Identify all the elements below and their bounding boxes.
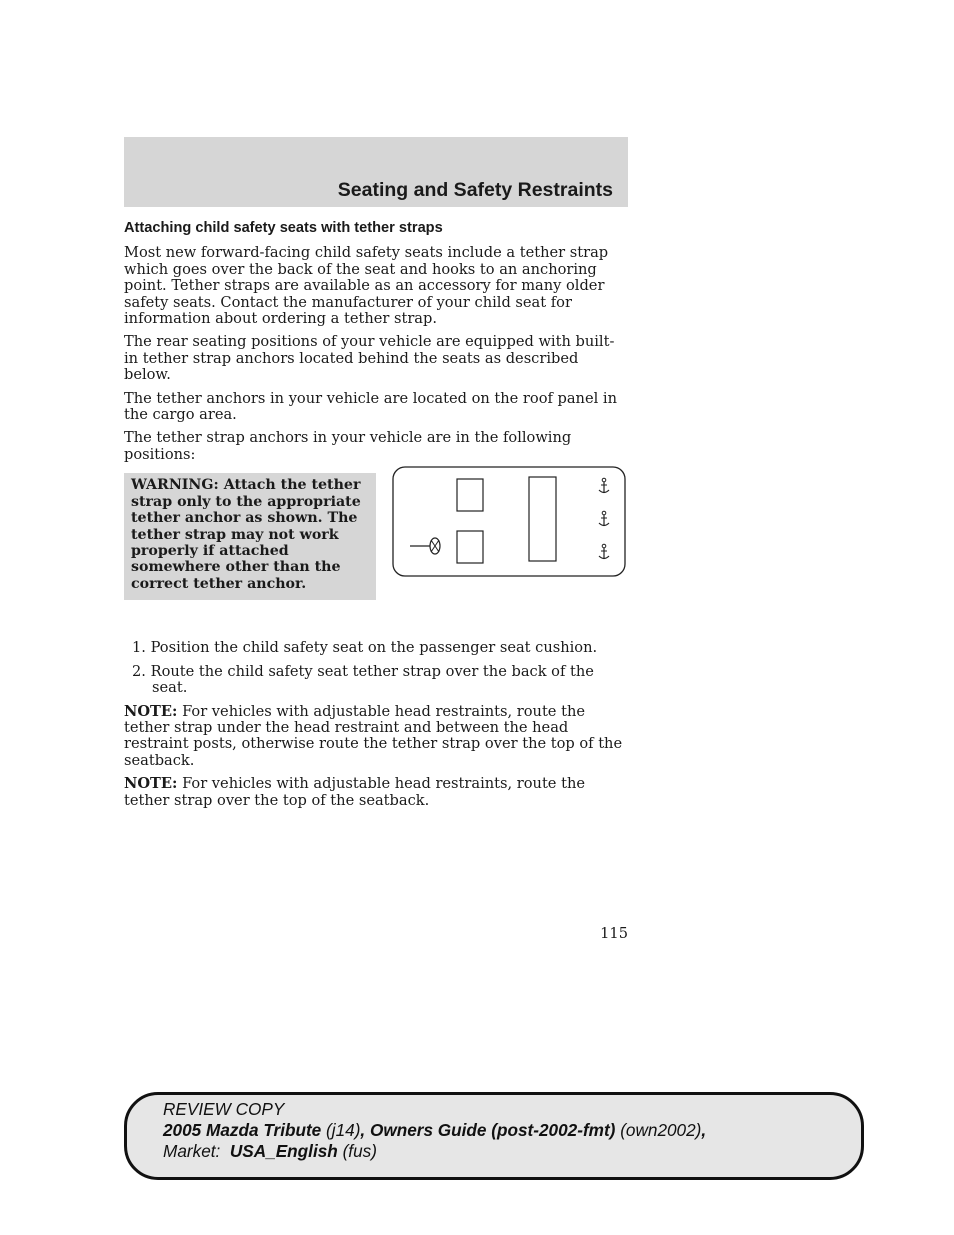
warning-box: WARNING: Attach the tether strap only to the appropriate tether anchor as shown. The tether strap may not work properly if attached somewhere other than the correct tether anchor. bbox=[124, 473, 376, 600]
page-content bbox=[124, 220, 628, 816]
warning-and-diagram bbox=[124, 473, 628, 603]
note-label: NOTE: bbox=[124, 775, 178, 793]
list-item bbox=[124, 664, 628, 697]
review-label: REVIEW COPY bbox=[163, 1099, 285, 1119]
review-footer bbox=[124, 1092, 864, 1180]
footer-text bbox=[163, 1099, 706, 1162]
model-code: (j14) bbox=[326, 1120, 361, 1140]
section-title: Seating and Safety Restraints bbox=[337, 179, 613, 201]
tether-anchor-diagram bbox=[392, 466, 626, 577]
rear-bench-seat bbox=[529, 477, 556, 561]
paragraph: The tether strap anchors in your vehicle are in the following positions: bbox=[124, 429, 572, 463]
note-text: For vehicles with adjustable head restraints, route the tether strap under the head restraint and between the head restraint posts, otherwise route the tether strap over the top of the seatback. bbox=[124, 702, 623, 769]
note bbox=[124, 776, 628, 809]
market-code: (fus) bbox=[342, 1141, 377, 1161]
note bbox=[124, 704, 628, 770]
note-text: For vehicles with adjustable head restraints, route the tether strap over the top of the seatback. bbox=[124, 775, 585, 809]
footer-comma: , bbox=[701, 1120, 707, 1140]
model-name: 2005 Mazda Tribute bbox=[163, 1120, 322, 1140]
guide-name: , Owners Guide (post-2002-fmt) bbox=[360, 1120, 616, 1140]
step-text: Route the child safety seat tether strap over the back of the seat. bbox=[150, 662, 594, 697]
market-label: Market: bbox=[163, 1141, 221, 1161]
paragraph: The rear seating positions of your vehicle are equipped with built-in tether strap anchors located behind the seats as described below. bbox=[124, 333, 615, 384]
market-name: USA_English bbox=[229, 1141, 338, 1161]
step-number: 2. bbox=[132, 662, 146, 680]
paragraph: Most new forward-facing child safety seats include a tether strap which goes over the back of the seat and hooks to an anchoring point. Tether straps are available as an accessory for many older safety seats. Contact the manufacturer of your child seat for information about ordering a tether strap. bbox=[124, 244, 609, 328]
note-label: NOTE: bbox=[124, 702, 178, 720]
paragraph: The tether anchors in your vehicle are located on the roof panel in the cargo area. bbox=[124, 389, 617, 424]
list-item bbox=[124, 640, 628, 656]
step-text: Position the child safety seat on the passenger seat cushion. bbox=[150, 639, 598, 657]
subheading: Attaching child safety seats with tether straps bbox=[124, 220, 443, 236]
step-number: 1. bbox=[132, 639, 146, 657]
section-header bbox=[124, 137, 628, 207]
front-seat-rear bbox=[457, 479, 483, 511]
guide-code: (own2002) bbox=[620, 1120, 702, 1140]
steps-list bbox=[124, 640, 628, 696]
page-number: 115 bbox=[600, 925, 628, 942]
front-seat-driver bbox=[457, 531, 483, 563]
